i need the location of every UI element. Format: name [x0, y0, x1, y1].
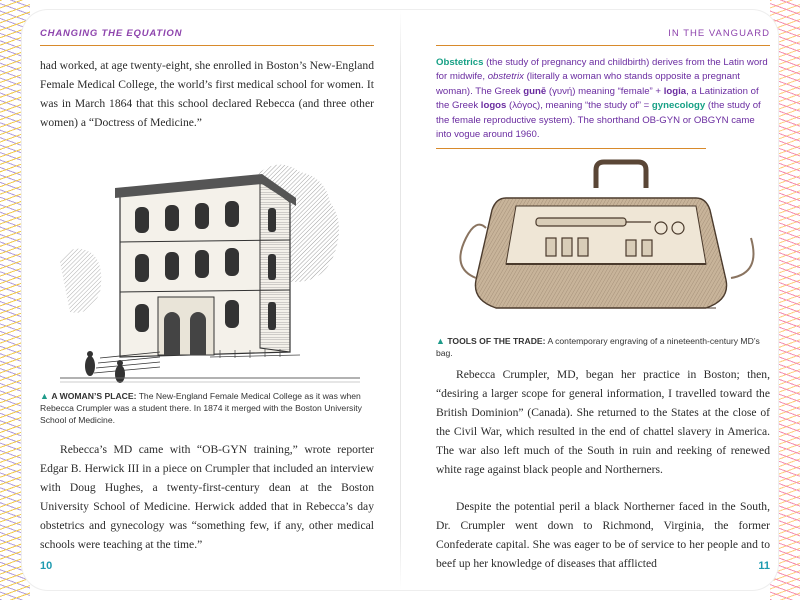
etymology-sidebar: [436, 56, 770, 149]
term-obstetrics: Obstetrics: [436, 57, 484, 68]
sidebar-text-2: (literally a woman who stands opposite a pregnant woman). The Greek: [436, 71, 740, 97]
right-page: [436, 10, 770, 590]
sidebar-obstetrix: obstetrix: [487, 71, 524, 83]
sidebar-logos: logos: [480, 100, 507, 112]
doctors-bag-engraving: [446, 158, 766, 328]
right-paragraph-2: Despite the potential peril a black Northerner faced in the South, Dr. Crumpler went down to Richmond, Virginia, the former Confederate capital. She was eager to be of service to her people and to beef up her knowledge of diseases that afflicted: [436, 500, 770, 570]
book-spread: [22, 10, 778, 590]
caption-title: A WOMAN’S PLACE:: [51, 391, 137, 401]
sidebar-text-4: , a Latinization of the Greek: [436, 85, 759, 112]
caption-tools-of-trade: [436, 335, 770, 359]
triangle-up-icon: ▲: [40, 391, 49, 401]
left-page: [40, 10, 374, 590]
sidebar-text-1: (the study of pregnancy and childbirth) derives from the Latin word for midwife,: [436, 57, 768, 83]
caption-womans-place: [40, 390, 374, 426]
caption-text: The New-England Female Medical College as it was when Rebecca Crumpler was a student there. In 1874 it merged with the Boston University School of Medicine.: [40, 391, 362, 425]
gutter: [400, 10, 401, 590]
running-head-left: CHANGING THE EQUATION: [40, 28, 374, 46]
left-paragraph-1: had worked, at age twenty-eight, she enrolled in Boston’s New-England Female Medical College, the world’s first medical school for women. It was in March 1864 that this school declared Rebecca (and three other women) a “Doctress of Medicine.”: [40, 59, 374, 129]
page-number-right: 11: [758, 560, 770, 572]
sidebar-text-6: (the study of the female reproductive system). The shorthand OB-GYN or OBGYN came into vogue around 1960.: [436, 100, 761, 141]
right-paragraph-1: Rebecca Crumpler, MD, began her practice in Boston; then, “desiring a larger scope for general information, I travelled toward the British Dominion” (Canada). She returned to the States at the close of the Civil War, which resulted in the end of chattel slavery in America. The war also left much of the South in ruin and reeking of renewed white rage against black people and Northerners.: [436, 368, 770, 476]
sidebar-logia: logia: [663, 85, 687, 97]
sidebar-gune: gunē: [523, 85, 547, 97]
sidebar-text-5: (λόγος), meaning “the study of” =: [506, 100, 652, 112]
caption-text: A contemporary engraving of a nineteenth-century MD’s bag.: [436, 336, 760, 358]
caption-title: TOOLS OF THE TRADE:: [447, 336, 546, 346]
running-head-right: IN THE VANGUARD: [436, 28, 770, 46]
term-gynecology: gynecology: [651, 100, 706, 112]
triangle-up-icon: ▲: [436, 336, 445, 346]
college-building-engraving: [60, 152, 360, 384]
page-number-left: 10: [40, 560, 53, 572]
sidebar-rule: [436, 148, 706, 149]
left-paragraph-2: Rebecca’s MD came with “OB-GYN training,” wrote reporter Edgar B. Herwick III in a piece on Crumpler that included an interview with Doug Hughes, a twenty-first-century dean at the Boston University School of Medicine. Herwick added that in Rebecca’s day obstetrics and gynecology was “something few, if any, other medical schools were teaching at the time.”: [40, 443, 374, 551]
sidebar-text-3: (γυνή) meaning “female” +: [546, 85, 664, 97]
